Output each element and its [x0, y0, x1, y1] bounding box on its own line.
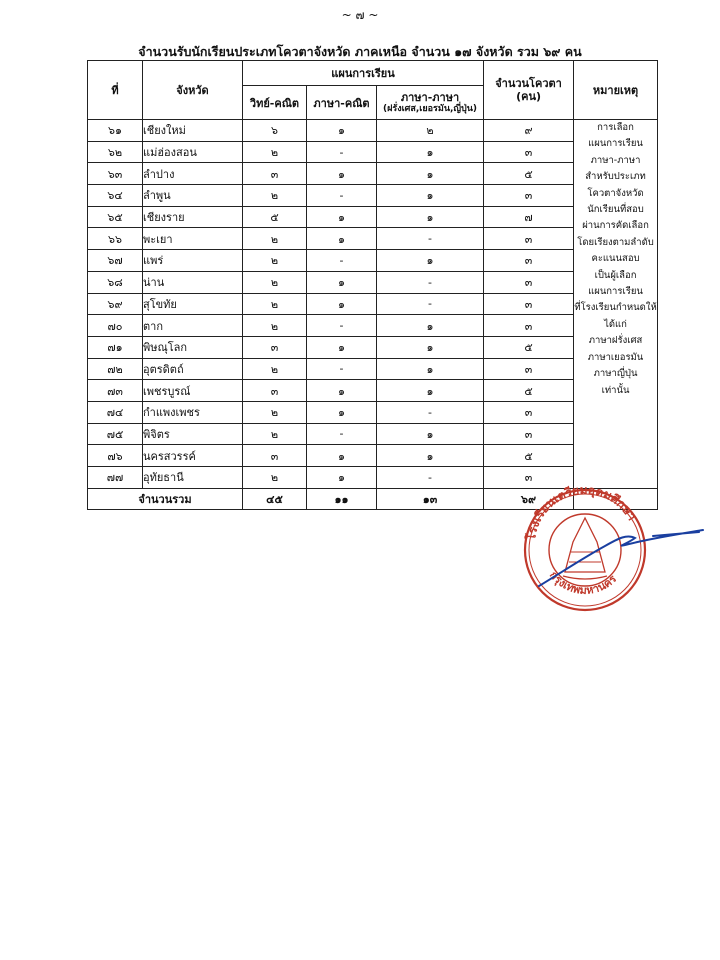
cell-quota-total: ๓ — [484, 293, 574, 315]
remark-line: โควตาจังหวัด — [587, 187, 644, 199]
remark-line: ที่โรงเรียนกำหนดให้ — [574, 302, 657, 314]
cell-lang-lang: ๑ — [377, 185, 484, 207]
cell-lang-math: ๑ — [307, 163, 377, 185]
cell-lang-math: ๑ — [307, 228, 377, 250]
cell-quota-total: ๕ — [484, 380, 574, 402]
header-quota-total — [484, 61, 574, 120]
cell-province: เชียงใหม่ — [143, 120, 243, 142]
cell-lang-lang: ๒ — [377, 120, 484, 142]
cell-quota-total: ๕ — [484, 163, 574, 185]
cell-no: ๖๙ — [88, 293, 143, 315]
cell-province: นครสวรรค์ — [143, 445, 243, 467]
table-row — [88, 401, 658, 423]
cell-lang-math: ๑ — [307, 293, 377, 315]
header-lang-lang-sub: (ฝรั่งเศส,เยอรมัน,ญี่ปุ่น) — [382, 103, 478, 114]
remark-line: สำหรับประเภท — [585, 171, 646, 183]
remark-cell — [574, 120, 658, 489]
stamp-text-bottom — [547, 569, 619, 597]
cell-lang-math: - — [307, 250, 377, 272]
cell-sci-math: ๒ — [243, 228, 307, 250]
remark-line: ได้แก่ — [604, 318, 627, 330]
cell-lang-lang: - — [377, 401, 484, 423]
cell-province: พะเยา — [143, 228, 243, 250]
header-quota-label: จำนวนโควตา — [495, 77, 562, 90]
cell-lang-lang: ๑ — [377, 423, 484, 445]
remark-line: แผนการเรียน — [588, 138, 643, 150]
cell-quota-total: ๓ — [484, 423, 574, 445]
cell-lang-lang: ๑ — [377, 206, 484, 228]
cell-lang-math: ๑ — [307, 380, 377, 402]
cell-no: ๖๕ — [88, 206, 143, 228]
totals-quota: ๖๙ — [484, 488, 574, 509]
cell-province: อุทัยธานี — [143, 467, 243, 489]
remark-line: ภาษาเยอรมัน — [587, 351, 644, 363]
cell-no: ๖๗ — [88, 250, 143, 272]
cell-province: กำแพงเพชร — [143, 401, 243, 423]
cell-lang-math: - — [307, 423, 377, 445]
cell-lang-lang: ๑ — [377, 250, 484, 272]
header-quota-unit: (คน) — [516, 90, 541, 103]
cell-province: พิษณุโลก — [143, 336, 243, 358]
cell-lang-math: ๑ — [307, 271, 377, 293]
cell-lang-lang: - — [377, 228, 484, 250]
document-title: จำนวนรับนักเรียนประเภทโควตาจังหวัด ภาคเหนือ จำนวน ๑๗ จังหวัด รวม ๖๙ คน — [138, 44, 582, 59]
table-row — [88, 271, 658, 293]
cell-no: ๖๑ — [88, 120, 143, 142]
cell-lang-lang: - — [377, 271, 484, 293]
remark-line: ผ่านการคัดเลือก — [582, 220, 649, 232]
remark-line: คะแนนสอบ — [591, 253, 640, 265]
cell-sci-math: ๕ — [243, 206, 307, 228]
totals-label: จำนวนรวม — [88, 488, 243, 509]
header-lang-lang — [377, 86, 484, 120]
cell-province: พิจิตร — [143, 423, 243, 445]
table-row — [88, 141, 658, 163]
cell-quota-total: ๓ — [484, 358, 574, 380]
totals-lang-lang: ๑๓ — [377, 488, 484, 509]
cell-province: เชียงราย — [143, 206, 243, 228]
remark-line: ภาษาฝรั่งเศส — [588, 335, 643, 347]
stamp-text-top-path: โรงเรียนเตรียมอุดมศึกษา — [524, 482, 640, 542]
cell-lang-math: ๑ — [307, 467, 377, 489]
remark-line: ภาษาญี่ปุ่น — [593, 368, 638, 380]
cell-lang-lang: ๑ — [377, 380, 484, 402]
quota-table — [87, 60, 658, 510]
cell-no: ๗๔ — [88, 401, 143, 423]
cell-quota-total: ๓ — [484, 250, 574, 272]
cell-lang-math: ๑ — [307, 336, 377, 358]
cell-quota-total: ๓ — [484, 271, 574, 293]
cell-quota-total: ๙ — [484, 120, 574, 142]
cell-sci-math: ๓ — [243, 336, 307, 358]
cell-quota-total: ๓ — [484, 185, 574, 207]
cell-lang-math: - — [307, 358, 377, 380]
cell-sci-math: ๒ — [243, 358, 307, 380]
cell-quota-total: ๓ — [484, 467, 574, 489]
cell-lang-math: ๑ — [307, 206, 377, 228]
cell-lang-lang: - — [377, 467, 484, 489]
cell-sci-math: ๒ — [243, 401, 307, 423]
cell-sci-math: ๒ — [243, 250, 307, 272]
totals-lang-math: ๑๑ — [307, 488, 377, 509]
cell-lang-lang: ๑ — [377, 315, 484, 337]
cell-province: สุโขทัย — [143, 293, 243, 315]
remark-line: เท่านั้น — [601, 384, 630, 396]
table-row — [88, 358, 658, 380]
cell-lang-math: ๑ — [307, 120, 377, 142]
cell-quota-total: ๓ — [484, 141, 574, 163]
cell-quota-total: ๕ — [484, 445, 574, 467]
cell-sci-math: ๒ — [243, 293, 307, 315]
remark-line: โดยเรียงตามลำดับ — [577, 236, 654, 248]
cell-sci-math: ๒ — [243, 271, 307, 293]
cell-province: ลำพูน — [143, 185, 243, 207]
remark-line: ภาษา-ภาษา — [590, 154, 641, 166]
cell-quota-total: ๓ — [484, 401, 574, 423]
cell-quota-total: ๓ — [484, 315, 574, 337]
cell-sci-math: ๒ — [243, 141, 307, 163]
stamp-text-top — [523, 483, 639, 542]
cell-no: ๖๖ — [88, 228, 143, 250]
table-row — [88, 185, 658, 207]
cell-sci-math: ๖ — [243, 120, 307, 142]
header-sci-math: วิทย์-คณิต — [243, 86, 307, 120]
page-number: ~ ๗ ~ — [341, 8, 379, 22]
cell-sci-math: ๒ — [243, 467, 307, 489]
header-lang-math: ภาษา-คณิต — [307, 86, 377, 120]
cell-province: แพร่ — [143, 250, 243, 272]
cell-sci-math: ๒ — [243, 315, 307, 337]
table-row — [88, 206, 658, 228]
table-row — [88, 380, 658, 402]
cell-lang-math: ๑ — [307, 401, 377, 423]
cell-no: ๖๓ — [88, 163, 143, 185]
header-lang-lang-label: ภาษา-ภาษา — [400, 90, 460, 104]
table-row — [88, 120, 658, 142]
school-stamp — [503, 482, 713, 612]
cell-lang-lang: ๑ — [377, 445, 484, 467]
remark-line: เป็นผู้เลือก — [594, 269, 637, 281]
cell-quota-total: ๓ — [484, 228, 574, 250]
cell-no: ๗๕ — [88, 423, 143, 445]
cell-no: ๗๖ — [88, 445, 143, 467]
cell-no: ๗๐ — [88, 315, 143, 337]
cell-lang-lang: ๑ — [377, 163, 484, 185]
cell-no: ๖๒ — [88, 141, 143, 163]
cell-sci-math: ๒ — [243, 185, 307, 207]
header-remark: หมายเหตุ — [574, 61, 658, 120]
cell-lang-lang: - — [377, 293, 484, 315]
cell-province: ตาก — [143, 315, 243, 337]
cell-lang-math: - — [307, 185, 377, 207]
table-row — [88, 423, 658, 445]
cell-province: ลำปาง — [143, 163, 243, 185]
cell-lang-lang: ๑ — [377, 358, 484, 380]
cell-lang-math: - — [307, 141, 377, 163]
table-row — [88, 445, 658, 467]
cell-quota-total: ๕ — [484, 336, 574, 358]
table-body — [88, 120, 658, 510]
cell-lang-math: ๑ — [307, 445, 377, 467]
remark-line: นักเรียนที่สอบ — [587, 204, 644, 216]
cell-province: อุตรดิตถ์ — [143, 358, 243, 380]
cell-sci-math: ๓ — [243, 445, 307, 467]
cell-sci-math: ๓ — [243, 380, 307, 402]
totals-sci-math: ๔๕ — [243, 488, 307, 509]
table-row — [88, 336, 658, 358]
table-row — [88, 293, 658, 315]
header-plan-group: แผนการเรียน — [243, 61, 484, 86]
header-no: ที่ — [88, 61, 143, 120]
cell-no: ๗๓ — [88, 380, 143, 402]
cell-no: ๖๘ — [88, 271, 143, 293]
cell-province: เพชรบูรณ์ — [143, 380, 243, 402]
cell-province: น่าน — [143, 271, 243, 293]
stamp-text-bottom-path: กรุงเทพมหานคร — [546, 568, 620, 597]
cell-province: แม่ฮ่องสอน — [143, 141, 243, 163]
table-row — [88, 250, 658, 272]
cell-sci-math: ๒ — [243, 423, 307, 445]
header-province: จังหวัด — [143, 61, 243, 120]
cell-no: ๗๒ — [88, 358, 143, 380]
table-row — [88, 315, 658, 337]
cell-lang-lang: ๑ — [377, 141, 484, 163]
remark-line: การเลือก — [597, 122, 634, 133]
cell-no: ๖๔ — [88, 185, 143, 207]
remark-line: แผนการเรียน — [588, 286, 643, 298]
cell-lang-math: - — [307, 315, 377, 337]
cell-no: ๗๗ — [88, 467, 143, 489]
cell-sci-math: ๓ — [243, 163, 307, 185]
table-row — [88, 228, 658, 250]
cell-no: ๗๑ — [88, 336, 143, 358]
cell-lang-lang: ๑ — [377, 336, 484, 358]
cell-quota-total: ๗ — [484, 206, 574, 228]
table-row — [88, 163, 658, 185]
